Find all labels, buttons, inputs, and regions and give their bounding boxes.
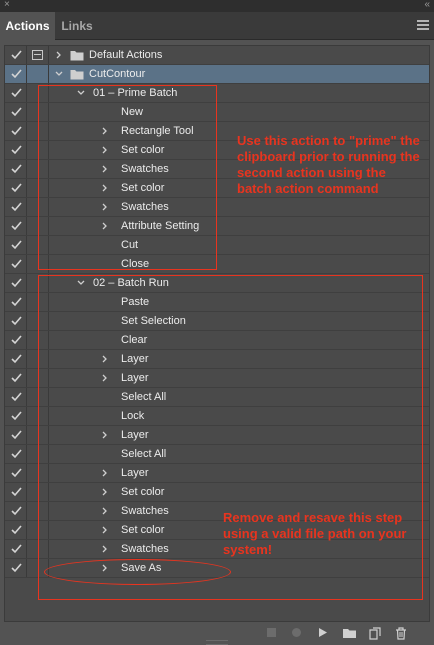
checkmark-icon <box>11 448 22 459</box>
checkmark-icon <box>11 296 22 307</box>
toggle-item-column[interactable] <box>5 65 27 83</box>
annotation-resave-note: Remove and resave this step using a valid file path on your system! <box>223 510 407 557</box>
row-label: Layer <box>121 467 149 479</box>
checkmark-icon <box>11 239 22 250</box>
panel-tab-bar <box>0 12 434 40</box>
toggle-item-column[interactable] <box>5 217 27 235</box>
toggle-item-column[interactable] <box>5 160 27 178</box>
row-label: Cut <box>121 239 139 251</box>
row-label: Set Selection <box>121 315 186 327</box>
row-label: Layer <box>121 429 149 441</box>
annotation-box-prime-batch <box>38 85 217 270</box>
folder-icon <box>70 69 84 80</box>
checkmark-icon <box>11 49 22 60</box>
play-icon[interactable] <box>317 627 328 638</box>
folder-icon <box>70 50 84 61</box>
checkmark-icon <box>11 220 22 231</box>
toggle-item-column[interactable] <box>5 198 27 216</box>
toggle-item-column[interactable] <box>5 426 27 444</box>
close-panel-icon[interactable]: × <box>4 0 10 10</box>
toggle-item-column[interactable] <box>5 388 27 406</box>
row-label: 02 – Batch Run <box>93 277 169 289</box>
checkmark-icon <box>11 277 22 288</box>
checkmark-icon <box>11 391 22 402</box>
checkmark-icon <box>11 163 22 174</box>
toggle-item-column[interactable] <box>5 103 27 121</box>
row-label: Swatches <box>121 163 169 175</box>
row-label: New <box>121 106 144 118</box>
toggle-item-column[interactable] <box>5 236 27 254</box>
trash-icon[interactable] <box>395 627 407 640</box>
toggle-item-column[interactable] <box>5 350 27 368</box>
toggle-item-column[interactable] <box>5 369 27 387</box>
annotation-ellipse-save-as <box>44 559 231 585</box>
row-label: Set color <box>121 524 165 536</box>
row-label: Close <box>121 258 150 270</box>
toggle-item-column[interactable] <box>5 331 27 349</box>
row-label: Set color <box>121 182 165 194</box>
checkmark-icon <box>11 353 22 364</box>
row-label: Swatches <box>121 543 169 555</box>
tab-actions[interactable]: Actions <box>0 12 55 40</box>
checkmark-icon <box>11 410 22 421</box>
dialog-toggle-icon <box>32 50 43 60</box>
checkmark-icon <box>11 315 22 326</box>
row-label: Swatches <box>121 505 169 517</box>
checkmark-icon <box>11 68 22 79</box>
new-action-icon[interactable] <box>369 627 381 640</box>
toggle-item-column[interactable] <box>5 293 27 311</box>
toggle-item-column[interactable] <box>5 445 27 463</box>
checkmark-icon <box>11 144 22 155</box>
row-label: Set color <box>121 144 165 156</box>
record-icon[interactable] <box>291 627 302 638</box>
checkmark-icon <box>11 87 22 98</box>
toggle-dialog-column[interactable] <box>27 46 49 64</box>
checkmark-icon <box>11 334 22 345</box>
toggle-item-column[interactable] <box>5 274 27 292</box>
checkmark-icon <box>11 201 22 212</box>
row-label: Save As <box>121 562 162 574</box>
chevron-down-icon[interactable] <box>55 70 63 78</box>
toggle-item-column[interactable] <box>5 179 27 197</box>
action-set-row[interactable] <box>5 65 429 84</box>
checkmark-icon <box>11 486 22 497</box>
panel-title-bar <box>0 0 434 12</box>
toggle-item-column[interactable] <box>5 141 27 159</box>
toggle-item-column[interactable] <box>5 46 27 64</box>
row-label: Lock <box>121 410 145 422</box>
row-label: Select All <box>121 448 167 460</box>
checkmark-icon <box>11 505 22 516</box>
toggle-item-column[interactable] <box>5 255 27 273</box>
panel-menu-icon[interactable] <box>417 20 429 30</box>
row-label: CutContour <box>89 68 146 80</box>
row-label: Attribute Setting <box>121 220 200 232</box>
annotation-prime-note: Use this action to "prime" the clipboard prior to running the second action using the batch action command <box>237 133 420 196</box>
tab-links[interactable]: Links <box>61 19 93 33</box>
checkmark-icon <box>11 372 22 383</box>
row-label: Layer <box>121 372 149 384</box>
toggle-item-column[interactable] <box>5 540 27 558</box>
checkmark-icon <box>11 524 22 535</box>
new-set-folder-icon[interactable] <box>342 627 357 639</box>
stop-icon[interactable] <box>266 627 277 638</box>
toggle-item-column[interactable] <box>5 502 27 520</box>
toggle-item-column[interactable] <box>5 521 27 539</box>
toggle-item-column[interactable] <box>5 312 27 330</box>
toggle-dialog-column[interactable] <box>27 65 49 83</box>
row-label: Select All <box>121 391 167 403</box>
toggle-item-column[interactable] <box>5 559 27 577</box>
row-label: Clear <box>121 334 148 346</box>
checkmark-icon <box>11 125 22 136</box>
row-label: Swatches <box>121 201 169 213</box>
resize-grip[interactable] <box>206 640 228 645</box>
row-label: Set color <box>121 486 165 498</box>
row-label: Default Actions <box>89 49 163 61</box>
checkmark-icon <box>11 562 22 573</box>
checkmark-icon <box>11 106 22 117</box>
row-label: Paste <box>121 296 150 308</box>
row-label: Layer <box>121 353 149 365</box>
toggle-item-column[interactable] <box>5 84 27 102</box>
toggle-item-column[interactable] <box>5 483 27 501</box>
checkmark-icon <box>11 467 22 478</box>
checkmark-icon <box>11 429 22 440</box>
toggle-item-column[interactable] <box>5 464 27 482</box>
action-set-row[interactable] <box>5 46 429 65</box>
collapse-panel-icon[interactable]: « <box>424 0 430 10</box>
checkmark-icon <box>11 182 22 193</box>
row-label: Rectangle Tool <box>121 125 194 137</box>
toggle-item-column[interactable] <box>5 122 27 140</box>
checkmark-icon <box>11 258 22 269</box>
checkmark-icon <box>11 543 22 554</box>
chevron-right-icon[interactable] <box>55 51 63 59</box>
row-label: 01 – Prime Batch <box>93 87 178 99</box>
toggle-item-column[interactable] <box>5 407 27 425</box>
